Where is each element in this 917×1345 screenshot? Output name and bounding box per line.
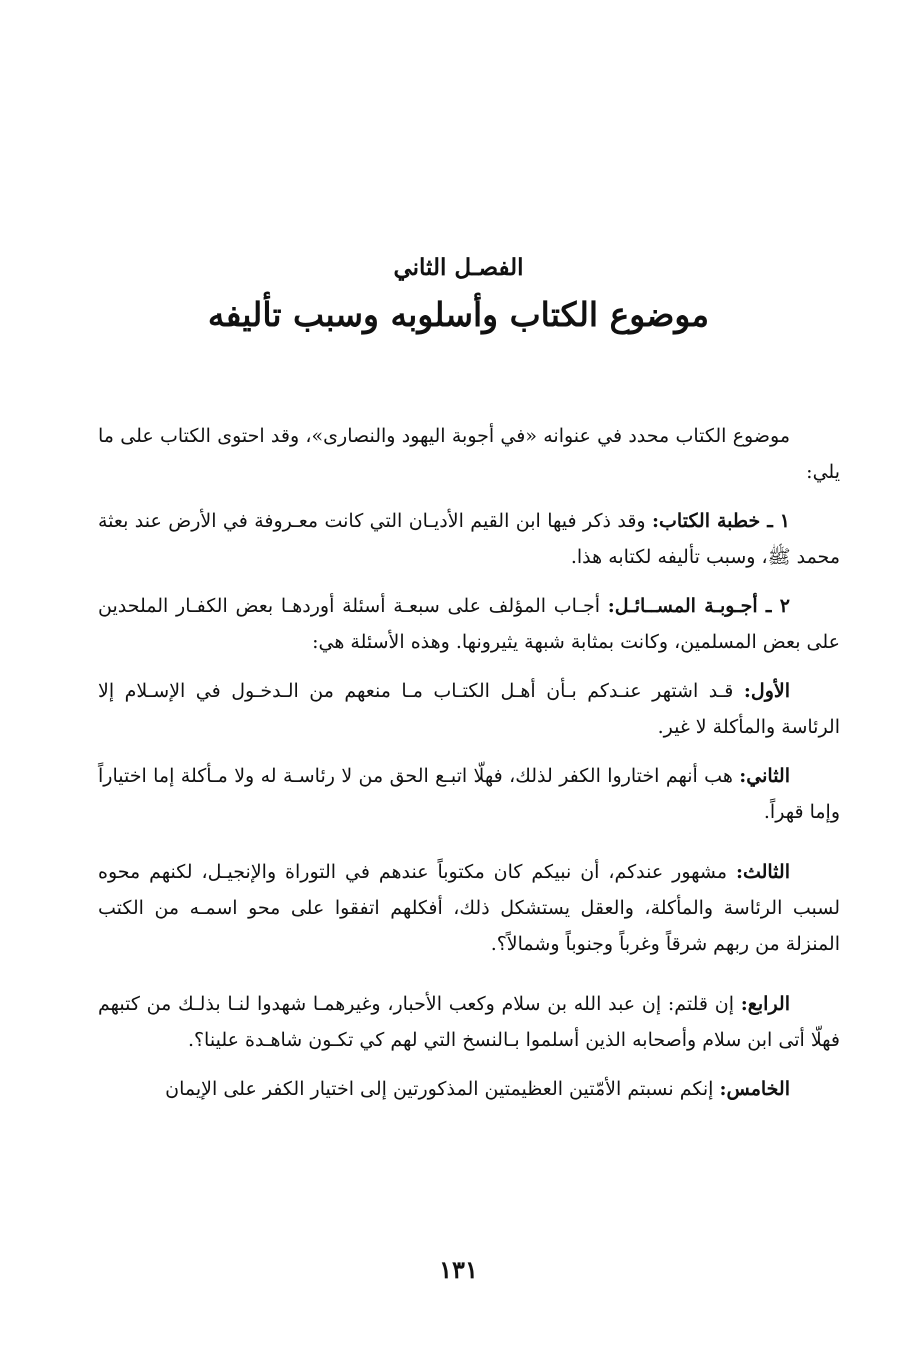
paragraph-question-4	[98, 986, 840, 1058]
paragraph-lead: الأول:	[743, 680, 790, 702]
paragraph-lead: الثاني:	[739, 765, 790, 787]
chapter-title: موضوع الكتاب وأسلوبه وسبب تأليفه	[207, 295, 710, 334]
paragraph-text: قـد اشتهر عنـدكم بـأن أهـل الكتـاب مـا منعهم من الـدخـول في الإسـلام إلا الرئاسة والمأكلة لا غير.	[98, 680, 840, 738]
paragraph-text: أجـاب المؤلف على سبعـة أسئلة أوردهـا بعض الكفـار الملحدين على بعض المسلمين، وكانت بمثابة شبهة يثيرونها. وهذه الأسئلة هي:	[98, 595, 840, 653]
paragraph-text: موضوع الكتاب محدد في عنوانه «في أجوبة اليهود والنصارى»، وقد احتوى الكتاب على ما يلي:	[98, 425, 840, 483]
chapter-label: الفصـل الثاني	[393, 254, 524, 281]
paragraph-lead: الخامس:	[719, 1078, 790, 1100]
paragraph-intro	[98, 418, 840, 490]
paragraph-lead: ١ ـ خطبة الكتاب:	[652, 510, 790, 532]
paragraph-lead: الرابع:	[740, 993, 790, 1015]
paragraph-lead: الثالث:	[735, 861, 790, 883]
paragraph-text: إن قلتم: إن عبد الله بن سلام وكعب الأحبار، وغيرهمـا شهدوا لنـا بذلـك من كتبهم فهلّا أتى ابن سلام وأصحابه الذين أسلموا بـالنسخ التي لهم كي تكـون شاهـدة علينا؟.	[98, 993, 840, 1051]
paragraph-question-3	[98, 854, 840, 962]
paragraph-item-1	[98, 503, 840, 575]
paragraph-lead: ٢ ـ أجـوبـة المســائـل:	[607, 595, 791, 617]
paragraph-question-2	[98, 758, 840, 830]
paragraph-item-2	[98, 588, 840, 660]
paragraph-text: هب أنهم اختاروا الكفر لذلك، فهلّا اتبـع الحق من لا رئاسـة له ولا مـأكلة إما اختياراً وإما قهراً.	[98, 765, 840, 823]
paragraph-text: مشهور عندكم، أن نبيكم كان مكتوباً عندهم في التوراة والإنجيـل، لكنهم محوه لسبب الرئاسة والمأكلة، والعقل يستشكل ذلك، أفكلهم اتفقوا على محو اسمـه من الكتب المنزلة من ربهم شرقاً وغرباً وجنوباً وشمالاً؟.	[98, 861, 840, 955]
paragraph-text: إنكم نسبتم الأمّتين العظيمتين المذكورتين إلى اختيار الكفر على الإيمان	[165, 1078, 720, 1100]
paragraph-question-5	[98, 1071, 840, 1107]
page-number: ١٣١	[439, 1255, 478, 1284]
body-text	[98, 418, 840, 1120]
paragraph-text: وقد ذكر فيها ابن القيم الأديـان التي كانت معـروفة في الأرض عند بعثة محمد ﷺ، وسبب تأليفه لكتابه هذا.	[98, 510, 840, 568]
paragraph-question-1	[98, 673, 840, 745]
